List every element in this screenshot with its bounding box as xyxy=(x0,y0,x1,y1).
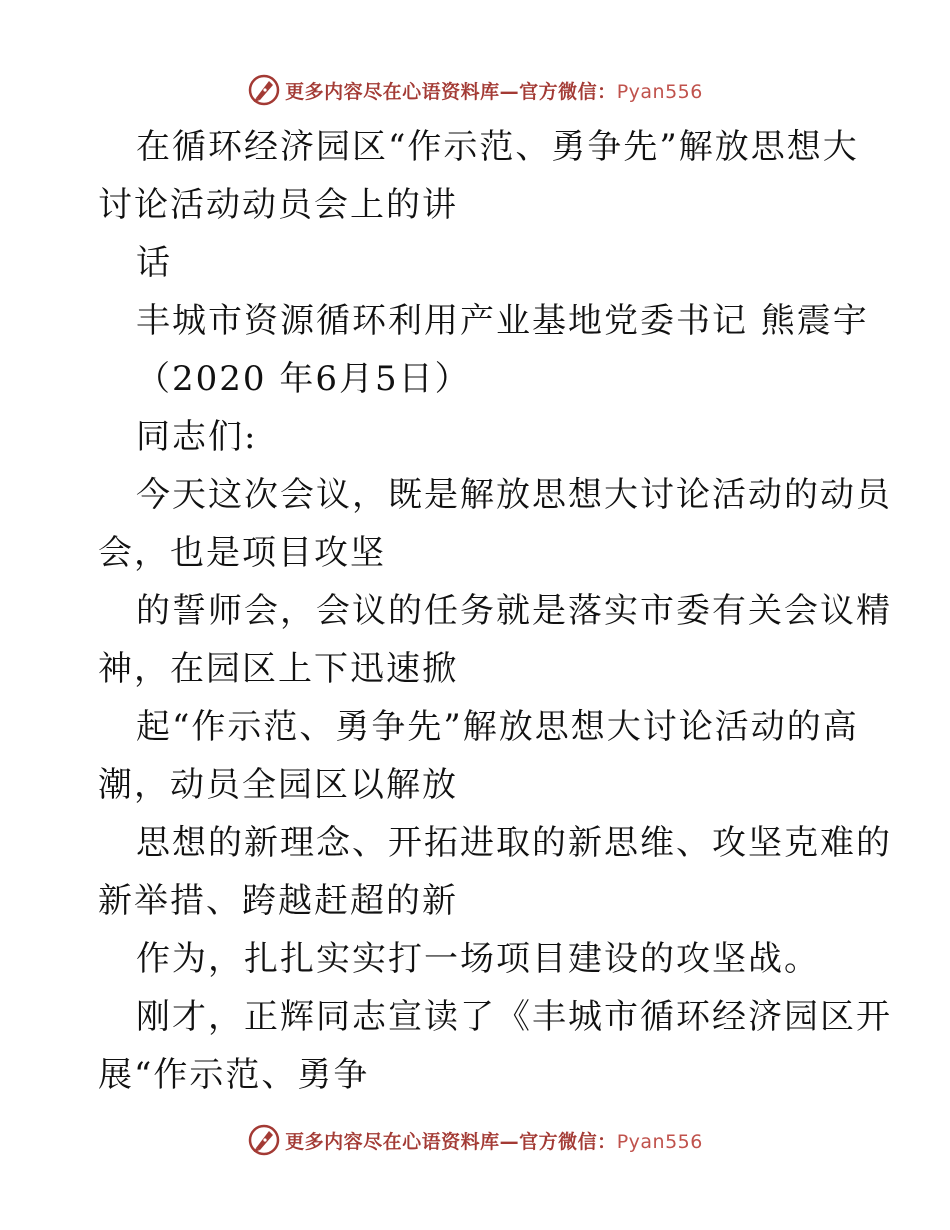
watermark-brand: 更多内容尽在心语资料库 xyxy=(285,80,500,103)
paragraph-line: 思想的新理念、开拓进取的新思维、攻坚克难的 xyxy=(136,823,892,863)
paragraph-line: 展“作示范、勇争 xyxy=(98,1055,370,1095)
watermark-separator: — xyxy=(499,1130,520,1153)
date-line: （2020 年6月5日） xyxy=(136,359,471,399)
paragraph-line: 的誓师会，会议的任务就是落实市委有关会议精 xyxy=(136,591,892,631)
watermark-official: 官方微信： xyxy=(519,80,617,103)
watermark-wechat-id: Pyan556 xyxy=(616,1130,703,1153)
watermark-brand: 更多内容尽在心语资料库 xyxy=(285,1130,500,1153)
paragraph-line: 起“作示范、勇争先”解放思想大讨论活动的高 xyxy=(136,707,859,747)
title-line: 讨论活动动员会上的讲 xyxy=(98,185,458,225)
document-body xyxy=(98,118,892,1104)
paragraph-line: 今天这次会议，既是解放思想大讨论活动的动员 xyxy=(136,475,892,515)
salutation: 同志们: xyxy=(136,417,258,457)
paragraph-line: 新举措、跨越赶超的新 xyxy=(98,881,458,921)
paragraph-line: 刚才，正辉同志宣读了《丰城市循环经济园区开 xyxy=(136,997,892,1037)
watermark-text xyxy=(285,77,703,104)
paragraph-line: 作为，扎扎实实打一场项目建设的攻坚战。 xyxy=(136,939,820,979)
watermark-footer xyxy=(0,1120,950,1160)
watermark-wechat-id: Pyan556 xyxy=(616,80,703,103)
pen-nib-logo-icon xyxy=(247,73,281,107)
watermark-separator: — xyxy=(499,80,520,103)
pen-nib-logo-icon xyxy=(247,1123,281,1157)
paragraph-line: 会，也是项目攻坚 xyxy=(98,533,386,573)
title-line: 话 xyxy=(136,243,172,283)
title-line: 在循环经济园区“作示范、勇争先”解放思想大 xyxy=(136,127,859,167)
paragraph-line: 潮，动员全园区以解放 xyxy=(98,765,458,805)
author-line: 丰城市资源循环利用产业基地党委书记 熊震宇 xyxy=(136,301,869,341)
paragraph-line: 神，在园区上下迅速掀 xyxy=(98,649,458,689)
watermark-header xyxy=(0,70,950,110)
watermark-text xyxy=(285,1127,703,1154)
watermark-official: 官方微信： xyxy=(519,1130,617,1153)
